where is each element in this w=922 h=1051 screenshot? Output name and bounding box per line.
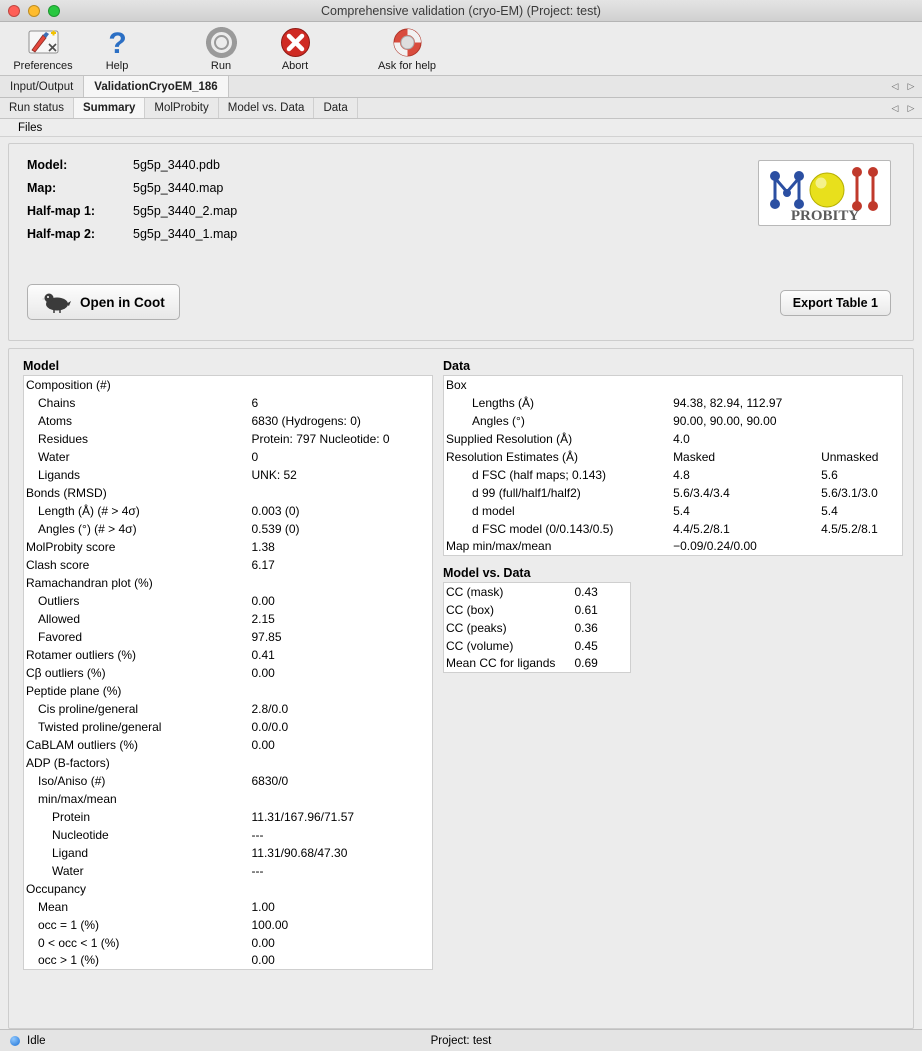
model-label-13: Allowed (38, 611, 81, 626)
coot-bird-icon (42, 291, 72, 313)
tab-summary[interactable]: Summary (74, 98, 145, 118)
data-label-2: Angles (°) (472, 413, 525, 428)
table-row (24, 952, 433, 970)
table-row (24, 790, 433, 808)
table-row (24, 610, 433, 628)
model-value-27: --- (251, 863, 264, 878)
table-row (444, 394, 903, 412)
table-row (444, 538, 903, 556)
model-label-22: Iso/Aniso (#) (38, 773, 106, 788)
mvd-value-4: 0.69 (574, 656, 598, 671)
data-label-0: Box (446, 377, 467, 392)
model-value-19: 0.0/0.0 (251, 719, 289, 734)
window-title: Comprehensive validation (cryo-EM) (Project: test) (321, 3, 601, 18)
model-label-31: 0 < occ < 1 (%) (38, 935, 120, 950)
abort-icon (280, 26, 311, 59)
table-row (24, 700, 433, 718)
table-row (24, 826, 433, 844)
data-column (443, 359, 903, 1018)
lifering-icon (392, 26, 423, 59)
model-label-29: Mean (38, 899, 69, 914)
tab-run-status[interactable]: Run status (0, 98, 74, 118)
model-label-20: CaBLAM outliers (%) (26, 737, 139, 752)
model-file-label: Model: (27, 158, 68, 172)
run-button[interactable] (184, 24, 258, 72)
content-area (0, 137, 922, 1029)
status-state: Idle (27, 1034, 46, 1047)
table-row (444, 655, 631, 673)
data-label-4: Resolution Estimates (Å) (446, 449, 579, 464)
run-label: Run (210, 60, 232, 72)
tab2-scroll-left-icon[interactable]: ◁ (891, 102, 899, 113)
mvd-value-3: 0.45 (574, 638, 598, 653)
model-value-31: 0.00 (251, 935, 275, 950)
open-in-coot-label: Open in Coot (80, 294, 165, 310)
preferences-label: Preferences (13, 60, 73, 72)
table-row (24, 682, 433, 700)
table-row (444, 412, 903, 430)
svg-text:?: ? (107, 27, 127, 58)
data-masked-2: 90.00, 90.00, 90.00 (673, 413, 777, 428)
model-file-value: 5g5p_3440.pdb (133, 158, 220, 172)
model-value-32: 0.00 (251, 953, 275, 968)
model-table (23, 375, 433, 970)
model-section-title: Model (23, 359, 60, 373)
abort-button[interactable] (258, 24, 332, 72)
table-row (444, 520, 903, 538)
model-label-16: Cβ outliers (%) (26, 665, 106, 680)
model-label-9: MolProbity score (26, 539, 116, 554)
data-unmasked-3 (817, 430, 902, 448)
halfmap1-file-value: 5g5p_3440_2.map (133, 204, 238, 218)
model-vs-data-section-title: Model vs. Data (443, 566, 531, 580)
data-masked-7: 5.4 (673, 503, 690, 518)
model-label-7: Length (Å) (# > 4σ) (38, 503, 140, 518)
ask-for-help-label: Ask for help (377, 60, 437, 72)
table-row (24, 430, 433, 448)
data-label-8: d FSC model (0/0.143/0.5) (472, 521, 614, 536)
preferences-button[interactable] (6, 24, 80, 72)
secondary-tab-bar (0, 98, 922, 119)
table-row (24, 862, 433, 880)
model-value-16: 0.00 (251, 665, 275, 680)
help-icon (102, 26, 133, 59)
model-value-28 (248, 880, 433, 898)
help-label: Help (105, 60, 129, 72)
model-label-32: occ > 1 (%) (38, 953, 100, 968)
molprobity-logo-text: PROBITY (790, 208, 859, 224)
model-vs-data-table (443, 582, 631, 673)
halfmap1-file-label: Half-map 1: (27, 204, 96, 218)
model-label-6: Bonds (RMSD) (26, 485, 107, 500)
mvd-label-0: CC (mask) (446, 584, 504, 599)
table-row (444, 637, 631, 655)
model-value-17 (248, 682, 433, 700)
model-label-23: min/max/mean (38, 791, 117, 806)
model-value-21 (248, 754, 433, 772)
model-value-13: 2.15 (251, 611, 275, 626)
model-label-12: Outliers (38, 593, 80, 608)
model-value-29: 1.00 (251, 899, 275, 914)
table-row (24, 880, 433, 898)
tab-model-vs-data[interactable]: Model vs. Data (219, 98, 315, 118)
mvd-label-1: CC (box) (446, 602, 495, 617)
export-table-button[interactable] (780, 290, 891, 316)
model-value-1: 6 (251, 395, 259, 410)
table-row (444, 583, 631, 601)
table-row (24, 898, 433, 916)
mvd-value-2: 0.36 (574, 620, 598, 635)
tab-scroll-right-icon[interactable]: ▷ (907, 81, 915, 91)
data-unmasked-0 (817, 376, 902, 394)
model-value-8: 0.539 (0) (251, 521, 300, 536)
table-row (444, 466, 903, 484)
export-table-label: Export Table 1 (792, 296, 878, 310)
open-in-coot-button[interactable] (27, 284, 180, 320)
data-label-5: d FSC (half maps; 0.143) (472, 467, 607, 482)
data-unmasked-5: 5.6 (821, 467, 838, 482)
model-label-17: Peptide plane (%) (26, 683, 122, 698)
files-panel (8, 143, 914, 341)
table-row (444, 448, 903, 466)
table-row (24, 376, 433, 394)
secondary-tab-scroll[interactable] (888, 98, 922, 118)
model-value-7: 0.003 (0) (251, 503, 300, 518)
data-unmasked-6: 5.6/3.1/3.0 (821, 485, 878, 500)
model-label-18: Cis proline/general (38, 701, 139, 716)
model-label-4: Water (38, 449, 70, 464)
data-label-6: d 99 (full/half1/half2) (472, 485, 581, 500)
mvd-label-3: CC (volume) (446, 638, 514, 653)
table-row (444, 502, 903, 520)
data-label-9: Map min/max/mean (446, 539, 552, 554)
table-row (24, 934, 433, 952)
data-unmasked-header: Unmasked (821, 449, 879, 464)
model-value-11 (248, 574, 433, 592)
model-value-14: 97.85 (251, 629, 282, 644)
data-unmasked-8: 4.5/5.2/8.1 (821, 521, 878, 536)
tab-data[interactable]: Data (314, 98, 357, 118)
data-masked-8: 4.4/5.2/8.1 (673, 521, 730, 536)
ask-for-help-button[interactable] (362, 24, 452, 72)
mvd-label-4: Mean CC for ligands (446, 656, 556, 671)
table-row (24, 736, 433, 754)
data-unmasked-7: 5.4 (821, 503, 838, 518)
preferences-icon (27, 26, 60, 59)
data-masked-header: Masked (673, 449, 716, 464)
menu-bar (0, 119, 922, 137)
table-row (24, 844, 433, 862)
table-row (24, 646, 433, 664)
table-row (24, 448, 433, 466)
table-row (24, 628, 433, 646)
abort-label: Abort (281, 60, 309, 72)
model-value-4: 0 (251, 449, 259, 464)
data-label-3: Supplied Resolution (Å) (446, 431, 573, 446)
tab-molprobity[interactable]: MolProbity (145, 98, 218, 118)
model-value-12: 0.00 (251, 593, 275, 608)
data-masked-9: −0.09/0.24/0.00 (673, 539, 757, 554)
table-row (24, 484, 433, 502)
data-unmasked-9 (817, 538, 902, 556)
table-row (24, 520, 433, 538)
tab-input-output[interactable]: Input/Output (0, 76, 84, 97)
model-label-21: ADP (B-factors) (26, 755, 110, 770)
model-value-26: 11.31/90.68/47.30 (251, 845, 348, 860)
map-file-value: 5g5p_3440.map (133, 181, 224, 195)
table-row (24, 394, 433, 412)
table-row (444, 601, 631, 619)
data-unmasked-1 (817, 394, 902, 412)
halfmap2-file-value: 5g5p_3440_1.map (133, 227, 238, 241)
table-row (24, 664, 433, 682)
help-button[interactable] (80, 24, 154, 72)
table-row (444, 619, 631, 637)
table-row (24, 916, 433, 934)
table-row (444, 430, 903, 448)
model-label-14: Favored (38, 629, 83, 644)
menu-files[interactable]: Files (18, 121, 43, 134)
data-section-title: Data (443, 359, 471, 373)
table-row (444, 484, 903, 502)
model-label-26: Ligand (52, 845, 89, 860)
model-value-30: 100.00 (251, 917, 289, 932)
model-label-11: Ramachandran plot (%) (26, 575, 153, 590)
model-value-2: 6830 (Hydrogens: 0) (251, 413, 361, 428)
table-row (24, 412, 433, 430)
model-value-24: 11.31/167.96/71.57 (251, 809, 355, 824)
table-row (24, 556, 433, 574)
run-icon (206, 26, 237, 59)
file-row-halfmap2 (27, 227, 895, 241)
data-table (443, 375, 903, 556)
molprobity-logo-image (761, 162, 889, 224)
table-row (24, 772, 433, 790)
tab-scroll-left-icon[interactable]: ◁ (891, 81, 899, 91)
model-value-3: Protein: 797 Nucleotide: 0 (251, 431, 390, 446)
model-label-28: Occupancy (26, 881, 87, 896)
data-masked-3: 4.0 (673, 431, 690, 446)
data-masked-6: 5.6/3.4/3.4 (673, 485, 730, 500)
model-label-24: Protein (52, 809, 91, 824)
primary-tab-bar (0, 76, 922, 98)
table-row (24, 466, 433, 484)
data-unmasked-2 (817, 412, 902, 430)
model-label-3: Residues (38, 431, 89, 446)
model-value-5: UNK: 52 (251, 467, 297, 482)
model-label-2: Atoms (38, 413, 73, 428)
statistics-panel (8, 348, 914, 1029)
table-row (24, 592, 433, 610)
molprobity-logo (758, 160, 891, 226)
model-value-22: 6830/0 (251, 773, 289, 788)
table-row (444, 376, 903, 394)
data-masked-1: 94.38, 82.94, 112.97 (673, 395, 783, 410)
model-column (23, 359, 433, 1018)
halfmap2-file-label: Half-map 2: (27, 227, 96, 241)
model-label-27: Water (52, 863, 84, 878)
mvd-label-2: CC (peaks) (446, 620, 507, 635)
table-row (24, 538, 433, 556)
model-label-19: Twisted proline/general (38, 719, 162, 734)
model-value-25: --- (251, 827, 264, 842)
model-value-15: 0.41 (251, 647, 275, 662)
data-label-1: Lengths (Å) (472, 395, 535, 410)
mvd-value-0: 0.43 (574, 584, 598, 599)
status-bar (0, 1029, 922, 1051)
map-file-label: Map: (27, 181, 57, 195)
tab2-scroll-right-icon[interactable]: ▷ (907, 102, 915, 113)
table-row (24, 574, 433, 592)
data-masked-5: 4.8 (673, 467, 690, 482)
table-row (24, 808, 433, 826)
primary-tab-scroll[interactable] (888, 76, 922, 97)
model-label-30: occ = 1 (%) (38, 917, 100, 932)
model-value-23 (248, 790, 433, 808)
tab-validationcryoem[interactable]: ValidationCryoEM_186 (84, 76, 228, 97)
table-row (24, 754, 433, 772)
data-masked-0 (669, 376, 817, 394)
data-label-7: d model (472, 503, 515, 518)
model-label-1: Chains (38, 395, 76, 410)
model-value-18: 2.8/0.0 (251, 701, 289, 716)
model-value-10: 6.17 (251, 557, 275, 572)
model-value-9: 1.38 (251, 539, 275, 554)
model-value-6 (248, 484, 433, 502)
model-label-0: Composition (#) (26, 377, 111, 392)
toolbar (0, 22, 922, 76)
model-label-8: Angles (°) (# > 4σ) (38, 521, 137, 536)
model-label-25: Nucleotide (52, 827, 109, 842)
model-label-15: Rotamer outliers (%) (26, 647, 137, 662)
mvd-value-1: 0.61 (574, 602, 598, 617)
model-label-5: Ligands (38, 467, 81, 482)
model-value-0 (248, 376, 433, 394)
table-row (24, 502, 433, 520)
model-label-10: Clash score (26, 557, 90, 572)
table-row (24, 718, 433, 736)
model-value-20: 0.00 (251, 737, 275, 752)
title-bar (0, 0, 922, 22)
status-project: Project: test (430, 1034, 492, 1047)
